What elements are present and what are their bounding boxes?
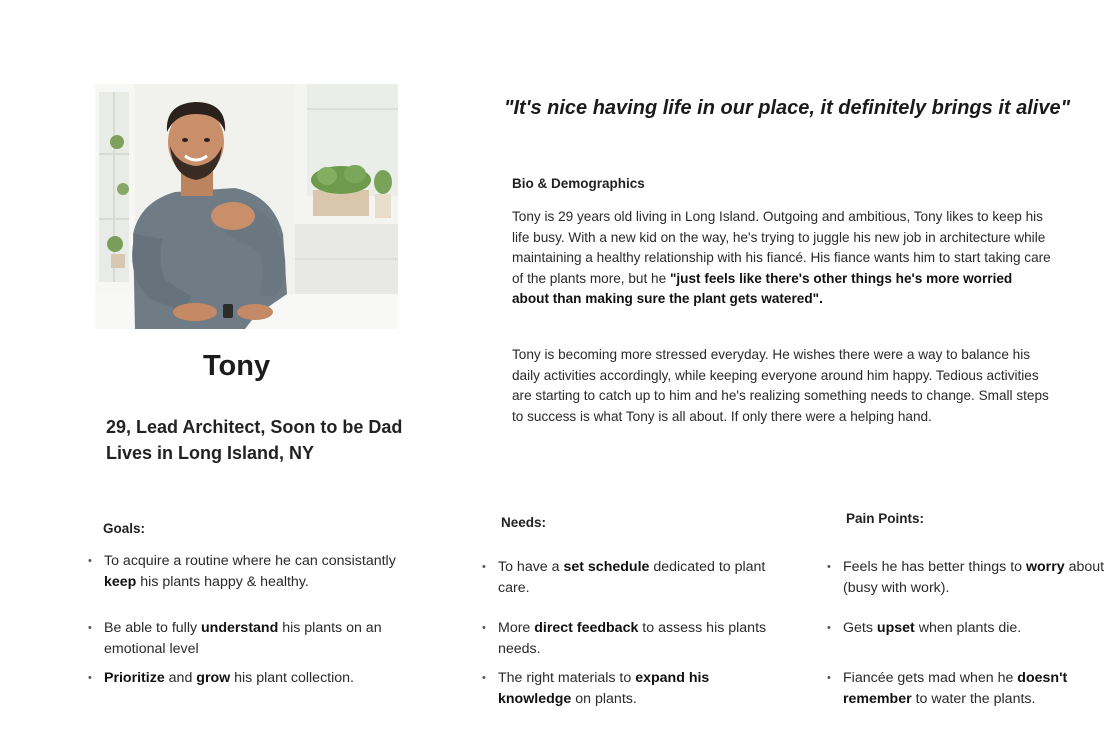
pain-point-item: • Feels he has better things to worry about (busy with work). bbox=[827, 557, 1118, 599]
needs-heading: Needs: bbox=[501, 515, 547, 530]
need-item: • To have a set schedule dedicated to plant care. bbox=[482, 557, 788, 599]
pain-points-heading: Pain Points: bbox=[846, 511, 925, 526]
goal-item: • To acquire a routine where he can consistantly keep his plants happy & healthy. bbox=[88, 551, 404, 593]
persona-photo bbox=[95, 84, 398, 329]
bio-paragraph-1 bbox=[512, 207, 1052, 310]
need-item: • More direct feedback to assess his plants needs. bbox=[482, 618, 783, 660]
persona-quote: "It's nice having life in our place, it definitely brings it alive" bbox=[504, 97, 1071, 119]
bio-paragraph-1-text: Tony is 29 years old living in Long Island. Outgoing and ambitious, Tony likes to keep his life busy. With a new kid on the way, he's trying to juggle his new job in architecture while maintaining a healthy relationship with his fiancé. His fiance wants him to start taking care of the plants more, but he bbox=[512, 209, 1051, 286]
persona-name: Tony bbox=[203, 350, 271, 382]
bio-paragraph-1-quote: "just feels like there's other things he's more worried about than making sure the plant gets watered". bbox=[512, 270, 1013, 306]
goal-item: • Prioritize and grow his plant collection. bbox=[88, 668, 434, 689]
need-item: • The right materials to expand his knowledge on plants. bbox=[482, 668, 773, 710]
pain-point-item: • Gets upset when plants die. bbox=[827, 618, 1118, 639]
demographics-location: Lives in Long Island, NY bbox=[106, 443, 315, 463]
goals-heading: Goals: bbox=[103, 521, 146, 536]
demographics-occupation: 29, Lead Architect, Soon to be Dad bbox=[106, 417, 403, 437]
bio-heading: Bio & Demographics bbox=[512, 176, 645, 191]
persona-demographics bbox=[106, 414, 402, 466]
bio-paragraph-2: Tony is becoming more stressed everyday. He wishes there were a way to balance his daily activities accordingly, while keeping everyone around him happy. Tedious activities are starting to catch up to him and he's realizing something needs to change. Small steps to success is what Tony is all about. If only there were a helping hand. bbox=[512, 347, 1049, 424]
pain-point-item: • Fiancée gets mad when he doesn't remember to water the plants. bbox=[827, 668, 1118, 710]
goal-item: • Be able to fully understand his plants on an emotional level bbox=[88, 618, 419, 660]
